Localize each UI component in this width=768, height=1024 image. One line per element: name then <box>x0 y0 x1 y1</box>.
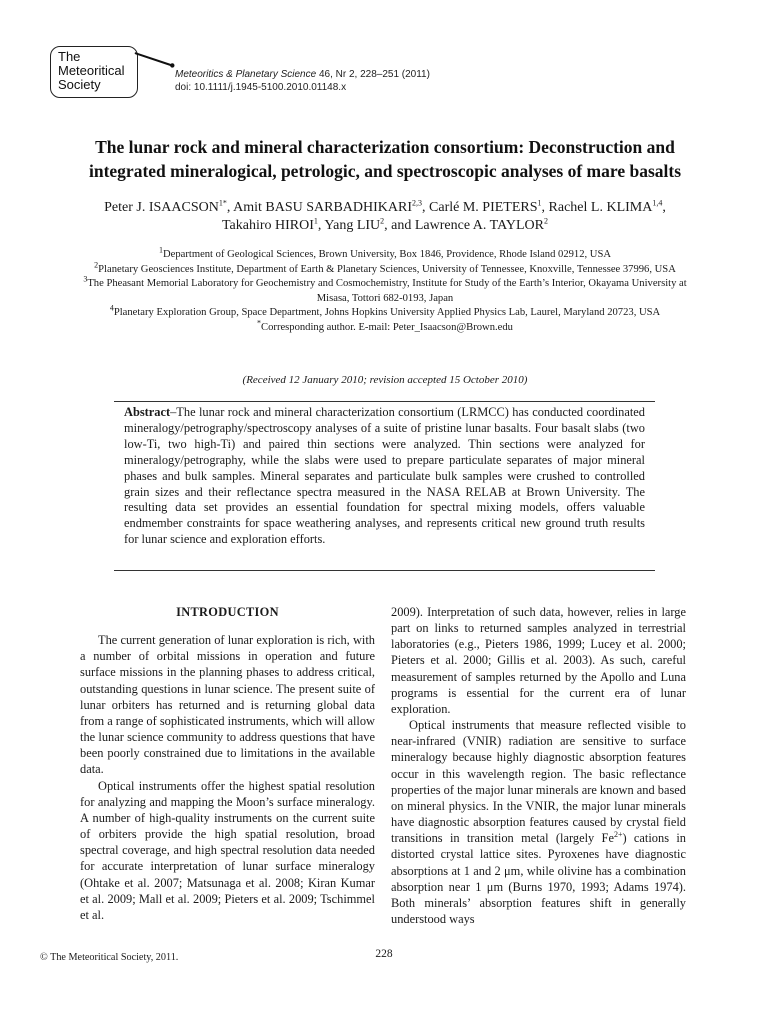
paragraph <box>391 717 686 927</box>
journal-citation-line <box>175 68 430 81</box>
left-column <box>80 604 375 923</box>
author: Yang LIU <box>324 218 381 233</box>
logo-line-3: Society <box>58 77 101 92</box>
corresponding-author-text: Corresponding author. E-mail: Peter_Isaacson@Brown.edu <box>261 321 513 333</box>
author-affiliation-mark: 1 <box>313 216 318 226</box>
article-title: The lunar rock and mineral characterization consortium: Deconstruction and integrated mineralogical, petrologic, and spectroscopic analyses of mare basalts <box>88 137 682 181</box>
copyright-notice: © The Meteoritical Society, 2011. <box>40 952 179 963</box>
paragraph: The current generation of lunar exploration is rich, with a number of orbital missions in operation and future surface missions in the planning phases to address critical, outstanding questions in lunar science. The present suite of lunar orbiters has returned and is returning global data from a range of sophisticated instruments, which will allow the lunar science community to address questions that have been poorly constrained due to limitations in the available data. <box>80 633 375 777</box>
paragraph: Optical instruments offer the highest spatial resolution for analyzing and mapping the Moon’s surface mineralogy. A number of high-quality instruments on the current suite of orbiters provide the high spatial resolution, broad spectral coverage, and high spectral resolution data needed for accurate interpretation of lunar surface mineralogy (Ohtake et al. 2007; Matsunaga et al. 2008; Kiran Kumar et al. 2009; Mall et al. 2009; Pieters et al. 2009; Tschimmel et al. <box>80 778 375 922</box>
author-affiliation-mark: 1* <box>218 198 227 208</box>
affiliation <box>70 303 700 321</box>
author-affiliation-mark: 2 <box>544 216 549 226</box>
paragraph: 2009). Interpretation of such data, however, relies in large part on links to returned samples analyzed in terrestrial laboratories (e.g., Pieters 1986, 1999; Lucey et al. 2000; Pieters et al. 2000; Gillis et al. 2003). As such, careful measurement of samples returned by the Apollo and Luna programs is essential for the current era of lunar exploration. <box>391 605 686 716</box>
author: Amit BASU SARBADHIKARI <box>233 200 413 215</box>
author: Carlé M. PIETERS <box>429 200 538 215</box>
affiliation-mark: 3 <box>83 274 88 284</box>
meteor-streak-icon <box>110 50 208 70</box>
author-separator: , <box>422 200 430 215</box>
affiliation-mark: 1 <box>159 245 163 255</box>
abstract-top-rule <box>114 401 655 402</box>
abstract-bottom-rule <box>114 570 655 571</box>
author-separator: , <box>662 200 666 215</box>
received-dates: (Received 12 January 2010; revision accepted 15 October 2010) <box>242 374 528 386</box>
affiliation-text: Department of Geological Sciences, Brown University, Box 1846, Providence, Rhode Island 02912, USA <box>163 249 611 260</box>
author-affiliation-mark: 1 <box>537 198 542 208</box>
logo-line-1: The <box>58 49 81 64</box>
paragraph-text: Optical instruments that measure reflected visible to near-infrared (VNIR) radiation are sensitive to surface mineralogy because highly diagnostic absorption features occur in this wavelength region. The basic reflectance properties of the major lunar minerals are known and based on mineral physics. In the VNIR, the major lunar minerals have diagnostic absorption features caused by crystal field transitions in transition metal (largely Fe <box>391 718 686 846</box>
author-affiliation-mark: 1,4 <box>652 198 663 208</box>
affiliation <box>70 245 700 263</box>
page-number: 228 <box>375 948 393 960</box>
affiliation-mark: 4 <box>109 303 114 313</box>
affiliation <box>70 274 700 306</box>
author-affiliation-mark: 2,3 <box>412 198 423 208</box>
journal-header <box>175 68 430 94</box>
abstract <box>124 405 645 548</box>
superscript: 2+ <box>613 830 623 840</box>
right-column <box>391 604 686 927</box>
abstract-label: Abstract <box>124 405 171 419</box>
affiliation-mark: 2 <box>94 260 99 270</box>
author-separator: , and <box>384 218 415 233</box>
author-list <box>60 199 710 235</box>
abstract-text: –The lunar rock and mineral characterization consortium (LRMCC) has conducted coordinated mineralogy/petrography/spectroscopy analyses of a suite of pristine lunar basalts. Four basalt slabs (two low-Ti, two high-Ti) and paired thin sections were analyzed. Thin sections were analyzed for mineralogy/petrography, while the slabs were used to prepare particulate separates of major mineral phases and bulk samples. Mineral separates and particulate bulk samples were crushed to controlled grain sizes and their reflectance spectra measured in the NASA RELAB at Brown University. The resulting data set provides an essential foundation for spectral mixing models, offers valuable endmember constraints for space weathering analyses, and represents critical new ground truth results for lunar science and exploration efforts. <box>124 405 645 547</box>
author: Peter J. ISAACSON <box>104 200 219 215</box>
affiliation-text: The Pheasant Memorial Laboratory for Geochemistry and Cosmochemistry, Institute for Study of the Earth’s Interior, Okayama University at Misasa, Tottori 682-0193, Japan <box>87 278 687 304</box>
paragraph-text: ) cations in distorted crystal lattice sites. Pyroxenes have diagnostic absorptions at 1 and 2 μm, while olivine has a combination absorption near 1 μm (Burns 1970, 1993; Adams 1974). Both minerals’ absorption features shift in generally understood ways <box>391 831 686 926</box>
affiliation-text: Planetary Geosciences Institute, Department of Earth & Planetary Sciences, University of Tennessee, Knoxville, Tennessee 37996, USA <box>98 263 676 275</box>
author: Takahiro HIROI <box>221 218 314 233</box>
author-affiliation-mark: 2 <box>380 216 385 226</box>
author-separator: , <box>226 200 234 215</box>
affiliation-mark: * <box>257 318 262 328</box>
journal-doi: doi: 10.1111/j.1945-5100.2010.01148.x <box>175 82 347 93</box>
author-separator: , <box>317 218 325 233</box>
affiliation <box>70 260 700 278</box>
journal-citation: 46, Nr 2, 228–251 (2011) <box>316 69 430 80</box>
logo-line-2: Meteoritical <box>58 63 125 78</box>
corresponding-author <box>70 318 700 336</box>
author: Rachel L. KLIMA <box>548 200 653 215</box>
section-heading-introduction: INTRODUCTION <box>176 605 279 619</box>
author: Lawrence A. TAYLOR <box>414 218 545 233</box>
affiliation-list <box>70 245 700 336</box>
author-separator: , <box>541 200 549 215</box>
journal-name: Meteoritics & Planetary Science <box>175 69 317 80</box>
affiliation-text: Planetary Exploration Group, Space Department, Johns Hopkins University Applied Physics Lab, Laurel, Maryland 20723, USA <box>113 307 661 319</box>
